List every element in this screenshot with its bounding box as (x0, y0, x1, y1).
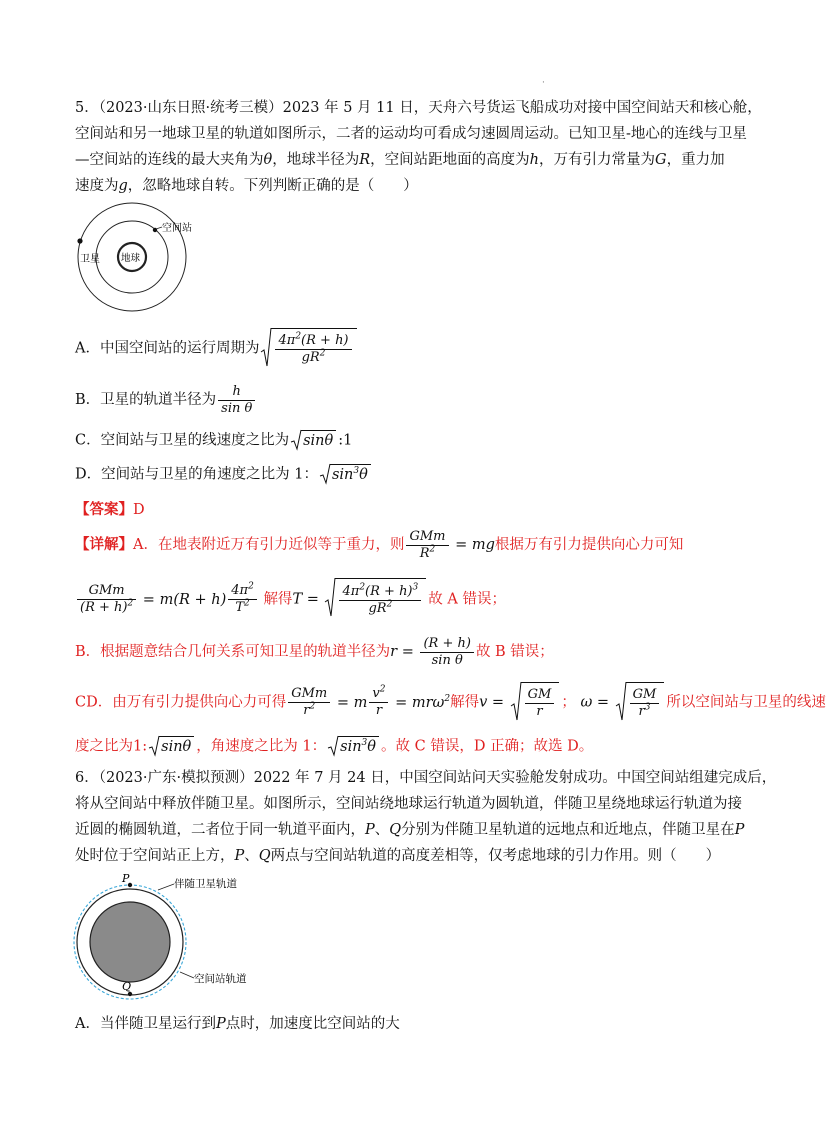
sin3-theta-formula: $\sin^3\theta$ (328, 736, 379, 757)
q6-P: P (365, 822, 375, 838)
q5-detail-1: 【详解】A．在地表附近万有引力近似等于重力，则 $\frac{\text{GMm}}{R^2}$ = mg根据万有引力提供向心力可知 (75, 528, 684, 561)
q6-line-2: 将从空间站中释放伴随卫星。如图所示，空间站绕地球运行轨道为圆轨道，伴随卫星绕地球运行轨道为接 (75, 796, 742, 812)
v-formula: $\frac{GM}{r}$ (511, 682, 560, 723)
detail-label: 【详解】 (75, 536, 133, 553)
detail-last-a: 度之比为1: (75, 738, 148, 755)
q5-answer (75, 500, 145, 520)
q6-line-1: 6．（2023·广东·模拟预测）2022 年 7 月 24 日，中国空间站问天实验舱发射成功。中国空间站组建完成后， (75, 770, 777, 786)
detail-last-b: ，角速度之比为 1： (196, 738, 327, 755)
q5-option-c-text: C．空间站与卫星的线速度之比为 (75, 432, 290, 449)
q5-line-2: 空间站和另一地球卫星的轨道如图所示，二者的运动均可看成匀速圆周运动。已知卫星-地心的连线与卫星 (75, 126, 747, 142)
q5-detail-2: $\frac{\text{GMm}}{(R + h)^2}$ = m(R + h) $\frac{4\pi^2}{T^2}$ 解得T = $\frac{4\pi^2(R + h)^3}{gR^2}$ 故 A 错误； (75, 578, 506, 621)
q6-Q: Q (389, 822, 402, 838)
detail-last-c: 。故 C 错误，D 正确；故选 D。 (381, 738, 594, 755)
q6-sep-2: 、 (244, 848, 259, 864)
q-label: Q (122, 980, 132, 993)
q5-option-d-formula: $\sin^3\theta$ (320, 464, 371, 485)
q5-option-c-tail: :1 (338, 432, 353, 449)
q5-option-c (75, 430, 352, 451)
q5-option-a (75, 328, 359, 369)
q5-line-3-d: ，万有引力常量为 (539, 152, 655, 168)
detail-cd-b: 解得 (450, 694, 480, 711)
q6-line-3 (75, 820, 744, 840)
q5-option-c-formula: sinθ (291, 430, 336, 451)
detail-2-b: 故 A 错误； (428, 591, 506, 608)
q5-option-a-formula: $\frac{4\pi^2(R + h)}{gR^2}$ (261, 328, 356, 369)
q5-option-b (75, 382, 257, 418)
detail-b-b: 故 B 错误； (475, 644, 554, 660)
q5-orbit-figure (72, 200, 196, 318)
earth-label: 地球 (121, 253, 141, 264)
q6-line-4-a: 处时位于空间站正上方， (75, 848, 235, 864)
satellite-label: 卫星 (80, 254, 100, 265)
q5-option-b-text: B．卫星的轨道半径为 (75, 392, 217, 408)
q5-line-1: 5．（2023·山东日照·统考三模）2023 年 5 月 11 日，天舟六号货运飞船成功对接中国空间站天和核心舱， (75, 100, 762, 116)
q6-line-3-a: 近圆的椭圆轨道，二者位于同一轨道平面内， (75, 822, 365, 838)
q5-theta: θ (263, 152, 273, 168)
detail-b-a: B．根据题意结合几何关系可知卫星的轨道半径为 (75, 644, 391, 660)
q6-line-4-b: 两点与空间站轨道的高度差相等，仅考虑地球的引力作用。则（ ） (270, 848, 721, 864)
q5-line-4-b: ，忽略地球自转。下列判断正确的是（ ） (127, 178, 418, 194)
answer-value: D (133, 502, 145, 518)
omega-formula: $\frac{GM}{r^3}$ (616, 682, 665, 723)
q5-option-d-text: D．空间站与卫星的角速度之比为 1： (75, 466, 318, 483)
detail-cd-c: ； (561, 694, 576, 711)
q6-line-3-b: 分别为伴随卫星轨道的远地点和近地点，伴随卫星在 (401, 822, 735, 838)
q5-detail-last (75, 736, 593, 757)
detail-cd-d: 所以空间站与卫星的线速 (666, 694, 826, 711)
q6-option-a-P: P (215, 1016, 226, 1032)
satellite-dot (77, 238, 82, 243)
station-orbit-pointer (180, 972, 194, 978)
q5-detail-cd: CD．由万有引力提供向心力可得 $\frac{\text{GMm}}{r^2}$ = m $\frac{v^2}{r}$ = mrω$^2$解得v = $\frac{GM}{r}$ ； ω = $\frac{GM}{r^3}$ 所以空间站与卫星的线速 (75, 682, 826, 723)
q6-line-4 (75, 846, 720, 866)
q5-line-3-c: ，空间站距地面的高度为 (370, 152, 530, 168)
p-label: P (122, 872, 130, 885)
q6-P-2: P (234, 848, 245, 864)
detail-2-formula: $\frac{4\pi^2(R + h)^3}{gR^2}$ (325, 578, 426, 621)
q5-line-3-e: ，重力加 (666, 152, 725, 168)
earth-disk (90, 902, 170, 982)
q5-option-a-text: A．中国空间站的运行周期为 (75, 340, 260, 357)
q6-option-a-tail: 点时，加速度比空间站的大 (225, 1016, 400, 1032)
answer-label: 【答案】 (75, 501, 133, 518)
q5-option-d (75, 464, 373, 485)
q5-line-3-b: ，地球半径为 (272, 152, 360, 168)
station-orbit-label: 空间站轨道 (194, 973, 247, 985)
station-label: 空间站 (162, 223, 192, 234)
companion-orbit-label: 伴随卫星轨道 (174, 878, 237, 890)
companion-pointer (158, 884, 174, 890)
page-mark: · (542, 78, 545, 88)
q6-Q-2: Q (258, 848, 271, 864)
q5-g: g (118, 178, 128, 194)
sin-theta-formula: sinθ (149, 736, 194, 757)
detail-cd-a: CD．由万有引力提供向心力可得 (75, 694, 287, 711)
q5-R: R (359, 152, 371, 168)
q5-line-4 (75, 176, 418, 196)
q6-orbit-figure (70, 872, 300, 1012)
q5-line-3-a: —空间站的连线的最大夹角为 (75, 152, 264, 168)
q6-sep: 、 (374, 822, 390, 838)
q6-option-a (75, 1014, 400, 1034)
q5-line-3 (75, 150, 725, 170)
q5-h: h (529, 152, 539, 168)
q5-line-4-a: 速度为 (75, 178, 119, 194)
q5-G: G (655, 152, 667, 168)
detail-2-a: 解得 (263, 591, 293, 608)
q6-P-end: P (734, 822, 745, 838)
q6-option-a-text: A．当伴随卫星运行到 (75, 1016, 216, 1032)
detail-1-a: A．在地表附近万有引力近似等于重力，则 (133, 537, 405, 553)
q5-option-b-formula: $\frac{h}{\text{sin θ}}$ (218, 384, 255, 417)
q5-detail-b: B．根据题意结合几何关系可知卫星的轨道半径为r = $\frac{(R + h)}{\text{sin θ}}$ 故 B 错误； (75, 635, 554, 668)
detail-1-b: 根据万有引力提供向心力可知 (494, 537, 684, 553)
